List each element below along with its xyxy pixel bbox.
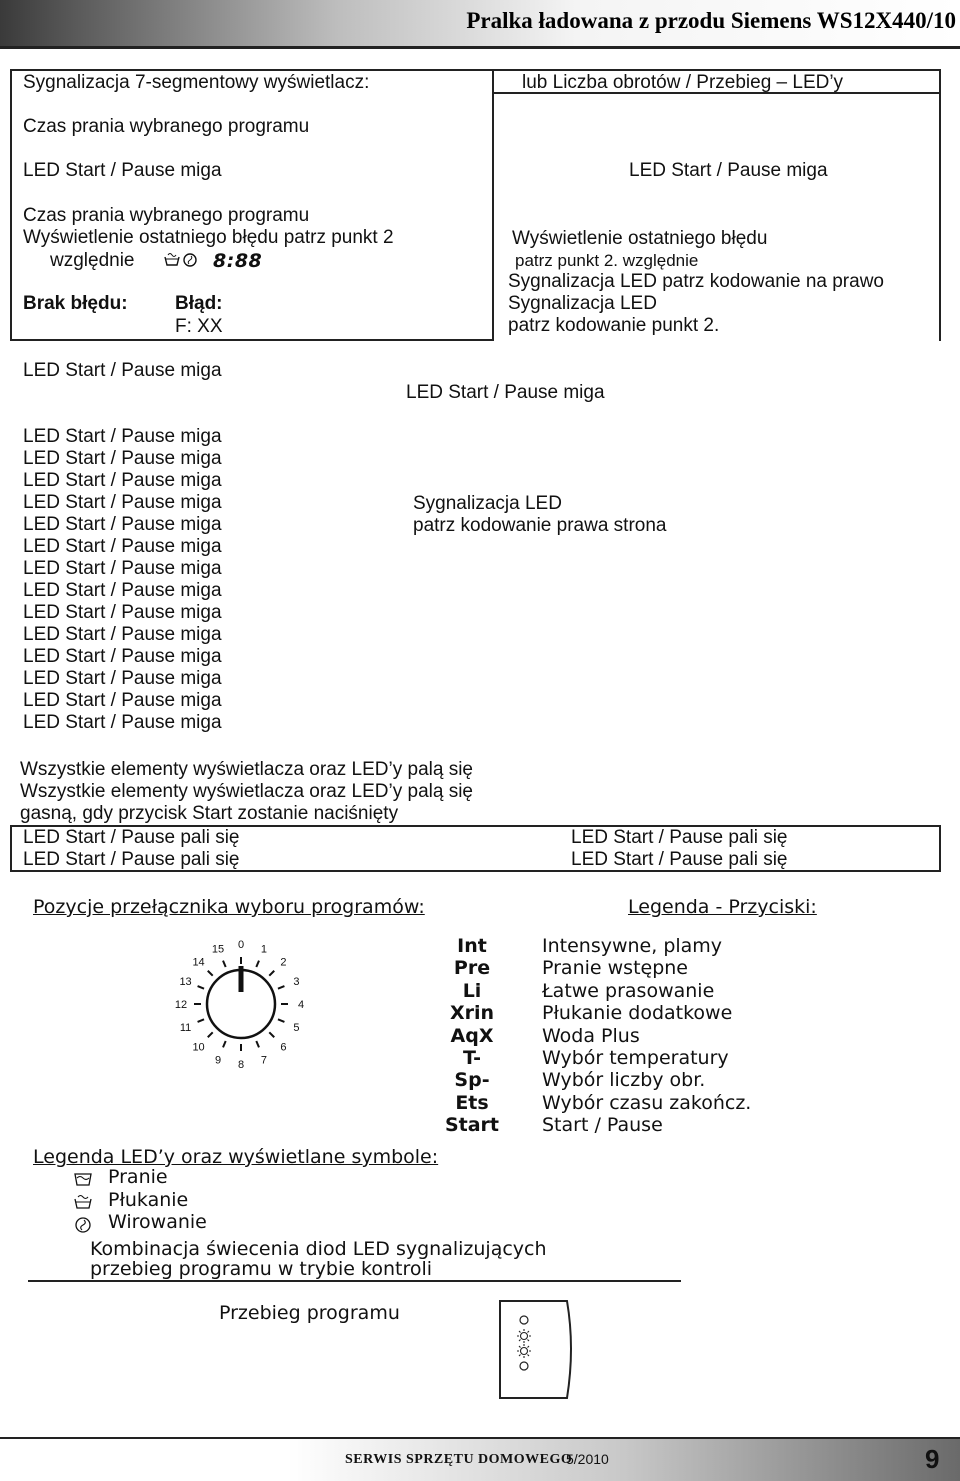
middle-list-item: LED Start / Pause miga <box>23 624 222 645</box>
button-code: Ets <box>455 1091 489 1114</box>
button-legend-row <box>432 935 852 957</box>
dial-position-label: 6 <box>280 1041 287 1054</box>
box1-row1-left: Czas prania wybranego programu <box>23 116 310 137</box>
box2-left-b: LED Start / Pause pali się <box>23 849 240 870</box>
dial-tick <box>269 1032 274 1037</box>
button-description: Pranie wstępne <box>542 957 688 980</box>
box1-row3-left-c: względnie <box>50 250 135 271</box>
dial-tick <box>223 961 226 967</box>
seven-segment-readout: 8:88 <box>213 250 263 272</box>
button-legend-row <box>432 1114 852 1136</box>
box2-line2: Wszystkie elementy wyświetlacza oraz LED’y palą się <box>20 781 473 802</box>
button-code: AqX <box>450 1024 494 1047</box>
led-legend-label: Płukanie <box>108 1188 189 1211</box>
page-number: 9 <box>925 1444 940 1474</box>
footer-rule <box>0 1437 960 1439</box>
button-description: Wybór liczby obr. <box>542 1069 706 1092</box>
box1-row3-right-c: Sygnalizacja LED patrz kodowanie na prawo <box>508 271 884 292</box>
button-code: Li <box>462 979 482 1002</box>
dial-tick <box>223 1041 226 1047</box>
header-rule <box>0 46 960 49</box>
box1-row3-left-a: Czas prania wybranego programu <box>23 205 310 226</box>
middle-right-b: patrz kodowanie prawa strona <box>413 515 667 536</box>
dial-tick <box>269 971 274 976</box>
dial-position-label: 13 <box>179 976 192 989</box>
button-description: Wybór czasu zakończ. <box>542 1091 752 1114</box>
display-symbols-icon <box>163 251 199 269</box>
led-legend-label: Wirowanie <box>108 1211 207 1233</box>
footer-brand: SERWIS SPRZĘTU DOMOWEGO <box>345 1452 573 1467</box>
middle-list-item: LED Start / Pause miga <box>23 536 222 557</box>
button-legend-row <box>432 957 852 979</box>
middle-center-first: LED Start / Pause miga <box>406 382 605 403</box>
dial-position-label: 7 <box>260 1054 268 1067</box>
middle-list-item: LED Start / Pause miga <box>23 646 222 667</box>
dial-tick <box>278 1019 284 1022</box>
buttons-legend-list <box>432 935 852 1137</box>
dial-position-label: 0 <box>237 939 245 951</box>
dial-tick <box>198 1019 204 1022</box>
button-legend-row <box>432 1069 852 1091</box>
box1-row3-right-e: patrz kodowanie punkt 2. <box>508 315 720 336</box>
page-title: Pralka ładowana z przodu Siemens WS12X440/10 <box>466 8 956 33</box>
middle-list-item: LED Start / Pause miga <box>23 690 222 711</box>
led-legend-row <box>70 1168 370 1191</box>
button-code: T- <box>462 1046 482 1069</box>
button-legend-row <box>432 1047 852 1069</box>
dial-tick <box>256 1041 259 1047</box>
button-code: Sp- <box>454 1069 490 1092</box>
dial-position-label: 10 <box>192 1041 205 1054</box>
dial-position-label: 15 <box>211 943 225 956</box>
dial-tick <box>278 986 284 989</box>
led-panel-icon <box>497 1298 577 1402</box>
middle-list-item: LED Start / Pause miga <box>23 558 222 579</box>
dial-tick <box>208 1032 213 1037</box>
middle-list-item: LED Start / Pause miga <box>23 426 222 447</box>
error-code: F: XX <box>175 316 223 337</box>
dial-tick <box>256 961 259 967</box>
middle-list-item: LED Start / Pause miga <box>23 514 222 535</box>
error-label: Błąd: <box>175 293 223 314</box>
middle-list-item: LED Start / Pause miga <box>23 580 222 601</box>
button-description: Wybór temperatury <box>542 1046 729 1069</box>
box1-row2-left: LED Start / Pause miga <box>23 160 222 181</box>
middle-list-item: LED Start / Pause miga <box>23 492 222 513</box>
box1-top <box>10 69 941 71</box>
button-description: Woda Plus <box>542 1024 640 1047</box>
box2-right-a: LED Start / Pause pali się <box>571 827 788 848</box>
middle-list-item: LED Start / Pause miga <box>23 712 222 733</box>
dial-pointer <box>239 966 244 992</box>
box1-left-heading: Sygnalizacja 7-segmentowy wyświetlacz: <box>23 72 370 93</box>
no-error-label: Brak błędu: <box>23 293 128 314</box>
dial-position-label: 11 <box>179 1021 192 1034</box>
selector-heading: Pozycje przełącznika wyboru programów: <box>33 896 425 918</box>
middle-left-first: LED Start / Pause miga <box>23 360 222 381</box>
dial-tick <box>208 971 213 976</box>
combo-underline <box>28 1280 681 1282</box>
box1-left <box>10 69 12 341</box>
box2-right-b: LED Start / Pause pali się <box>571 849 788 870</box>
dial-position-label: 12 <box>174 999 188 1011</box>
box1-right-heading: lub Liczba obrotów / Przebieg – LED’y <box>522 72 844 93</box>
dial-position-label: 14 <box>192 956 205 969</box>
box1-row2-right: LED Start / Pause miga <box>629 160 828 181</box>
middle-right-a: Sygnalizacja LED <box>413 493 562 514</box>
dial-position-label: 9 <box>214 1054 222 1067</box>
box1-right <box>939 69 941 341</box>
box1-row3-right-b: patrz punkt 2. względnie <box>515 251 699 270</box>
button-description: Płukanie dodatkowe <box>542 1002 733 1025</box>
box1-divider <box>492 69 494 341</box>
middle-list-item: LED Start / Pause miga <box>23 448 222 469</box>
dial-position-label: 2 <box>280 956 287 969</box>
button-description: Start / Pause <box>542 1114 663 1137</box>
buttons-legend-heading: Legenda - Przyciski: <box>628 896 817 918</box>
button-legend-row <box>432 1092 852 1114</box>
button-description: Łatwe prasowanie <box>542 979 715 1002</box>
led-legend-row <box>70 1188 370 1214</box>
dial-tick <box>198 986 204 989</box>
button-code: Xrin <box>449 1002 495 1025</box>
led-legend-list <box>70 1168 370 1236</box>
rinse-spin-icons <box>163 251 199 274</box>
box2-left-a: LED Start / Pause pali się <box>23 827 240 848</box>
progress-label: Przebieg programu <box>219 1302 400 1324</box>
middle-list-item: LED Start / Pause miga <box>23 668 222 689</box>
button-code: Int <box>457 935 487 957</box>
box1-bottom <box>10 339 494 341</box>
box1-row3-right-a: Wyświetlenie ostatniego błędu <box>512 228 768 249</box>
box2-line1: Wszystkie elementy wyświetlacza oraz LED’y palą się <box>20 759 473 780</box>
dial-position-label: 3 <box>293 976 300 989</box>
program-selector-dial <box>146 932 336 1082</box>
button-legend-row <box>432 980 852 1002</box>
spin-icon <box>72 1214 94 1239</box>
box1-row3-left-b: Wyświetlenie ostatniego błędu patrz punkt 2 <box>23 227 394 248</box>
led-legend-row <box>70 1213 370 1236</box>
box2-line3: gasną, gdy przycisk Start zostanie naciśnięty <box>20 803 399 824</box>
button-legend-row <box>432 1002 852 1024</box>
box2-right <box>939 825 941 872</box>
button-code: Pre <box>453 957 491 980</box>
middle-left-list <box>23 426 222 734</box>
combo-line-a: Kombinacja świecenia diod LED sygnalizujących <box>90 1238 547 1260</box>
dial-position-label: 1 <box>260 943 268 956</box>
middle-list-item: LED Start / Pause miga <box>23 470 222 491</box>
button-code: Start <box>444 1114 500 1137</box>
dial-position-label: 5 <box>293 1021 300 1034</box>
button-description: Intensywne, plamy <box>542 935 723 957</box>
dial-position-label: 4 <box>297 999 305 1011</box>
footer-issue: 5/2010 <box>566 1451 609 1467</box>
combo-line-b: przebieg programu w trybie kontroli <box>90 1258 433 1280</box>
middle-list-item: LED Start / Pause miga <box>23 602 222 623</box>
button-legend-row <box>432 1025 852 1047</box>
led-legend-label: Pranie <box>108 1166 168 1188</box>
dial-position-label: 8 <box>237 1059 245 1071</box>
led-legend-heading: Legenda LED’y oraz wyświetlane symbole: <box>33 1146 439 1168</box>
box2-left <box>10 825 12 872</box>
box1-row3-right-d: Sygnalizacja LED <box>508 293 657 314</box>
